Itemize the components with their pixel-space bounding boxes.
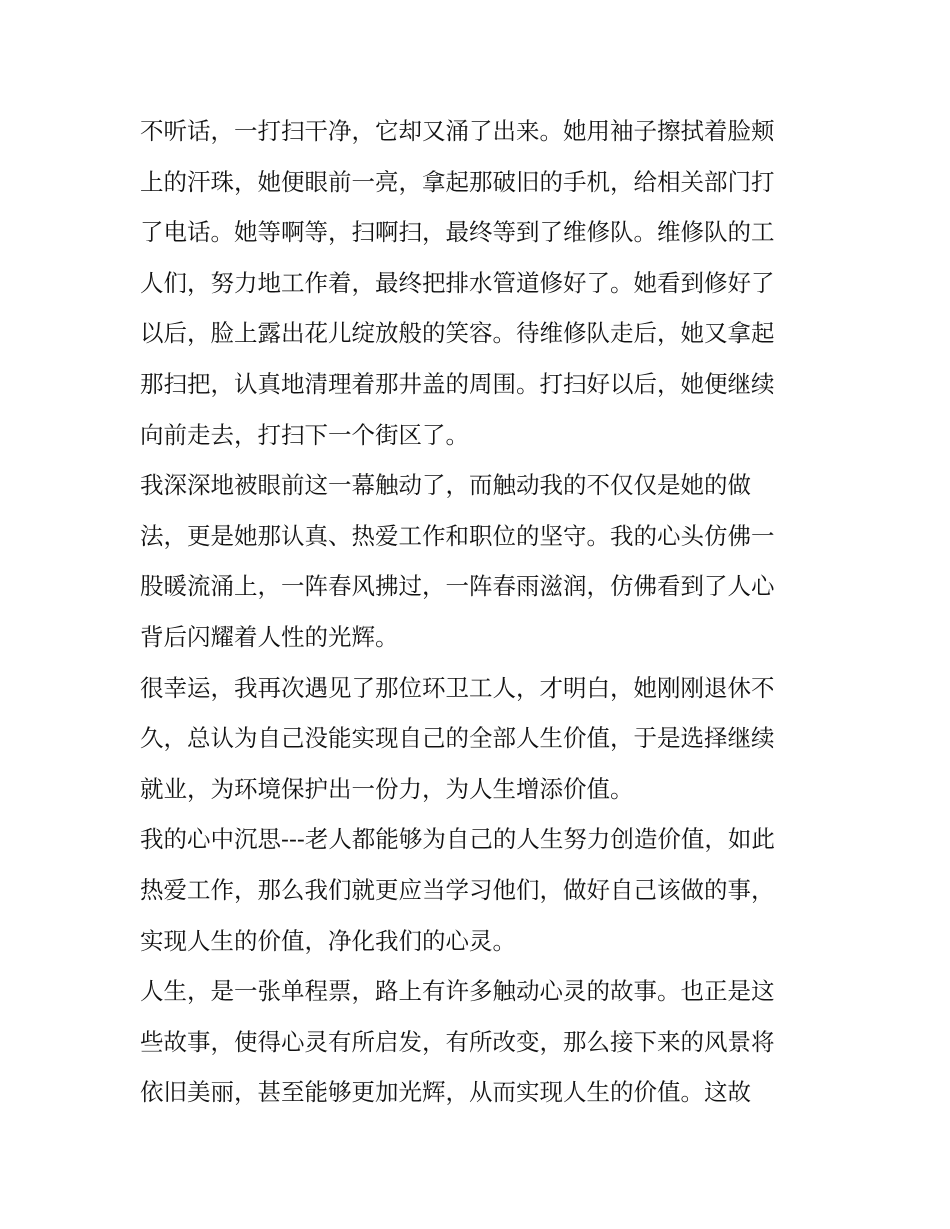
text-line: 不听话，一打扫干净，它却又涌了出来。她用袖子擦拭着脸颊 xyxy=(140,117,775,145)
text-line: 上的汗珠，她便眼前一亮，拿起那破旧的手机，给相关部门打 xyxy=(140,167,775,196)
text-line: 人们，努力地工作着，最终把排水管道修好了。她看到修好了 xyxy=(140,268,775,297)
text-line: 了电话。她等啊等，扫啊扫，最终等到了维修队。维修队的工 xyxy=(140,218,775,247)
text-line: 我的心中沉思---老人都能够为自己的人生努力创造价值，如此 xyxy=(140,825,775,854)
text-line: 依旧美丽，甚至能够更加光辉，从而实现人生的价值。这故 xyxy=(140,1078,751,1107)
text-line: 实现人生的价值，净化我们的心灵。 xyxy=(140,926,516,955)
text-line: 向前走去，打扫下一个街区了。 xyxy=(140,420,469,449)
text-line: 以后，脸上露出花儿绽放般的笑容。待维修队走后，她又拿起 xyxy=(140,319,775,348)
text-line: 背后闪耀着人性的光辉。 xyxy=(140,622,399,651)
text-line: 人生，是一张单程票，路上有许多触动心灵的故事。也正是这 xyxy=(140,977,775,1006)
text-line: 股暖流涌上，一阵春风拂过，一阵春雨滋润，仿佛看到了人心 xyxy=(140,572,775,601)
text-line: 就业，为环境保护出一份力，为人生增添价值。 xyxy=(140,774,634,803)
text-line: 很幸运，我再次遇见了那位环卫工人，才明白，她刚刚退休不 xyxy=(140,673,775,702)
text-line: 那扫把，认真地清理着那井盖的周围。打扫好以后，她便继续 xyxy=(140,369,775,398)
text-line: 我深深地被眼前这一幕触动了，而触动我的不仅仅是她的做 xyxy=(140,471,751,500)
text-line: 些故事，使得心灵有所启发，有所改变，那么接下来的风景将 xyxy=(140,1027,775,1056)
text-line: 久，总认为自己没能实现自己的全部人生价值，于是选择继续 xyxy=(140,724,775,753)
text-line: 热爱工作，那么我们就更应当学习他们，做好自己该做的事， xyxy=(140,875,775,904)
essay-text xyxy=(140,106,830,1118)
text-line: 法，更是她那认真、热爱工作和职位的坚守。我的心头仿佛一 xyxy=(140,521,775,550)
